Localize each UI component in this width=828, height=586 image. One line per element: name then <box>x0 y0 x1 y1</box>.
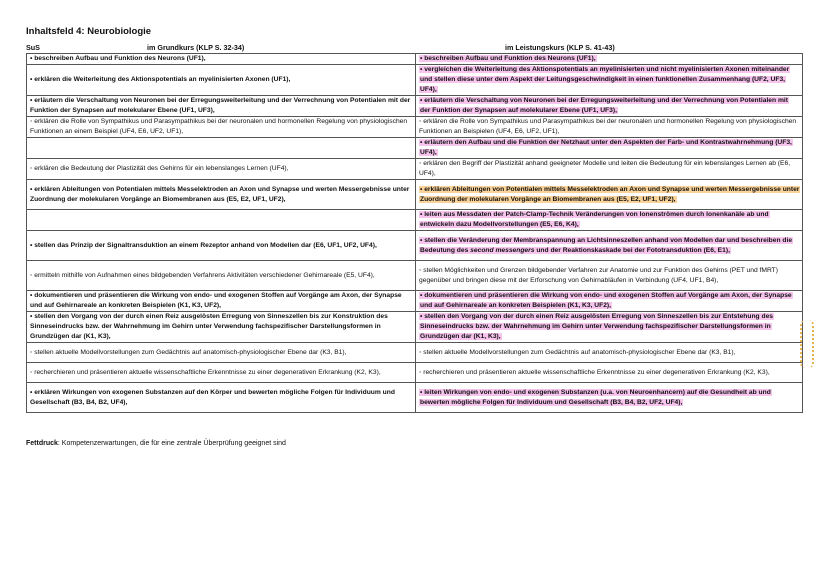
leistungskurs-text-part: und der Reaktionskaskade bei der Fototransduktion (E6, E1), <box>534 246 730 254</box>
leistungskurs-cell <box>416 383 803 413</box>
highlighted-text <box>419 313 774 340</box>
leistungskurs-text-body: dokumentieren und präsentieren die Wirkung von endo- und exogenen Stoffen auf Vorgänge am Axon, der Synapse und auf Gehirnareale an konkreten Beispielen (K1, K3, UF2), <box>420 292 792 309</box>
grundkurs-cell <box>27 291 416 312</box>
leistungskurs-cell <box>416 210 803 231</box>
table-row <box>27 65 803 96</box>
table-row <box>27 261 803 291</box>
grundkurs-cell <box>27 383 416 413</box>
leistungskurs-cell <box>416 54 803 65</box>
highlighted-text <box>419 55 597 62</box>
leistungskurs-text-body: vergleichen die Weiterleitung des Aktionspotentials an myelinisierten und nicht myelinisierten Axonen miteinander und stellen diese unter dem Aspekt der Leitungsgeschwindigkeit in einen funktionellen Zusammenhang (UF2, UF3, UF4), <box>420 66 790 93</box>
leistungskurs-cell <box>416 343 803 363</box>
grundkurs-cell <box>27 117 416 138</box>
table-row <box>27 180 803 210</box>
header-sus: SuS <box>26 43 40 52</box>
leistungskurs-text-body: erklären den Begriff der Plastizität anhand geeigneter Modelle und leiten die Bedeutung für ein lebenslanges Lernen ab (E6, UF4), <box>419 160 791 177</box>
table-row <box>27 343 803 363</box>
header-leistungskurs: im Leistungskurs (KLP S. 41-43) <box>505 43 615 52</box>
leistungskurs-cell <box>416 312 803 343</box>
leistungskurs-cell <box>416 231 803 261</box>
table-row <box>27 138 803 159</box>
page-title: Inhaltsfeld 4: Neurobiologie <box>26 26 152 37</box>
leistungskurs-cell <box>416 261 803 291</box>
footnote <box>26 440 286 447</box>
table-row <box>27 210 803 231</box>
grundkurs-text: • erklären Wirkungen von exogenen Substanzen auf den Körper und bewerten mögliche Folgen für Individuum und Gesellschaft (B3, B4, B2, UF4), <box>30 389 395 406</box>
leistungskurs-text-body: stellen Möglichkeiten und Grenzen bildgebender Verfahren zur Anatomie und zur Funktion des Gehirns (PET und fMRT) gegenüber und bringen diese mit der Erforschung von Gehirnabläufen in Verbindung (UF4, UF1, B4), <box>419 266 778 284</box>
header-grundkurs: im Grundkurs (KLP S. 32-34) <box>147 43 245 52</box>
leistungskurs-cell <box>416 180 803 210</box>
grundkurs-text: • erklären Ableitungen von Potentialen mittels Messelektroden an Axon und Synapse und werten Messergebnisse unter Zuordnung der molekularen Vorgänge an Biomembranen aus (E5, E2, UF1, UF2), <box>30 186 409 203</box>
grundkurs-text: • erklären die Weiterleitung des Aktionspotentials an myelinisierten Axonen (UF1), <box>30 76 290 83</box>
highlighted-text <box>419 186 800 203</box>
table-row <box>27 54 803 65</box>
table-row <box>27 312 803 343</box>
leistungskurs-cell <box>416 96 803 117</box>
leistungskurs-text-body: erläutern die Verschaltung von Neuronen bei der Erregungsweiterleitung und der Verrechnung von Potentialen mit der Funktion der Synapsen auf molekularer Ebene (UF1, UF3), <box>420 97 788 114</box>
highlighted-text <box>419 139 793 156</box>
highlighted-text <box>419 292 793 309</box>
leistungskurs-cell <box>416 138 803 159</box>
highlight-bracket-mark <box>800 320 814 368</box>
leistungskurs-text-body: erklären die Rolle von Sympathikus und Parasympathikus bei der neuronalen und hormonellen Regelung von physiologischen Funktionen an Beispielen (UF4, E6, UF2, UF1), <box>419 118 797 135</box>
highlighted-text <box>419 97 789 114</box>
grundkurs-text: • beschreiben Aufbau und Funktion des Neurons (UF1), <box>30 55 206 62</box>
highlighted-text <box>419 389 772 406</box>
grundkurs-cell <box>27 210 416 231</box>
grundkurs-cell <box>27 96 416 117</box>
table-row <box>27 291 803 312</box>
leistungskurs-text <box>419 267 778 284</box>
leistungskurs-cell <box>416 291 803 312</box>
table-row <box>27 159 803 180</box>
grundkurs-text: • erläutern die Verschaltung von Neuronen bei der Erregungsweiterleitung und der Verrechnung von Potentialen mit der Funktion der Synapsen auf molekularer Ebene (UF1, UF3), <box>30 97 410 114</box>
italic-term: second messengers <box>470 246 535 254</box>
grundkurs-cell <box>27 363 416 383</box>
competence-table <box>26 53 803 413</box>
grundkurs-text: • stellen das Prinzip der Signaltransduktion an einem Rezeptor anhand von Modellen dar (E6, UF1, UF2, UF4), <box>30 242 377 249</box>
grundkurs-cell <box>27 159 416 180</box>
leistungskurs-text <box>419 118 796 135</box>
leistungskurs-text-body: leiten aus Messdaten der Patch-Clamp-Technik Veränderungen von Ionenströmen durch Ionenkanäle ab und entwickeln dazu Modellvorstellungen (E5, E6, K4), <box>420 211 769 228</box>
grundkurs-text: ◦ erklären die Bedeutung der Plastizität des Gehirns für ein lebenslanges Lernen (UF4), <box>30 165 289 172</box>
table-row <box>27 383 803 413</box>
leistungskurs-cell <box>416 159 803 180</box>
footnote-bold-word: Fettdruck <box>26 440 58 447</box>
grundkurs-cell <box>27 54 416 65</box>
leistungskurs-text <box>419 160 790 177</box>
leistungskurs-text-body: beschreiben Aufbau und Funktion des Neurons (UF1), <box>424 55 596 62</box>
highlighted-text <box>419 211 770 228</box>
grundkurs-cell <box>27 180 416 210</box>
grundkurs-text: ◦ erklären die Rolle von Sympathikus und Parasympathikus bei der neuronalen und hormonellen Regelung von physiologischen Funktionen an einem Beispiel (UF4, E6, UF2, UF1), <box>30 118 407 135</box>
leistungskurs-text-body: erklären Ableitungen von Potentialen mittels Messelektroden an Axon und Synapse und werten Messergebnisse unter Zuordnung der molekularen Vorgänge an Biomembranen aus (E5, E2, UF1, UF2), <box>420 185 800 203</box>
highlighted-text <box>419 237 793 254</box>
leistungskurs-cell <box>416 363 803 383</box>
grundkurs-cell <box>27 138 416 159</box>
leistungskurs-text-body: recherchieren und präsentieren aktuelle wissenschaftliche Erkenntnisse zu einer degenerativen Erkrankung (K2, K3), <box>423 368 770 376</box>
table-row <box>27 363 803 383</box>
grundkurs-text: • stellen den Vorgang von der durch einen Reiz ausgelösten Erregung von Sinneszellen bis zur Konstruktion des Sinneseindrucks bzw. der Wahrnehmung im Gehirn unter Verwendung fachspezifischer Darstellungsformen in Grundzügen dar (K1, K3), <box>30 313 388 340</box>
grundkurs-text: ◦ ermitteln mithilfe von Aufnahmen eines bildgebenden Verfahrens Aktivitäten verschiedener Gehirnareale (E5, UF4), <box>30 272 375 279</box>
leistungskurs-text <box>419 369 770 376</box>
grundkurs-text: ◦ stellen aktuelle Modellvorstellungen zum Gedächtnis auf anatomisch-physiologischer Ebene dar (K3, B1), <box>30 349 347 356</box>
leistungskurs-text-body: stellen aktuelle Modellvorstellungen zum Gedächtnis auf anatomisch-physiologischer Ebene dar (K3, B1), <box>423 348 736 356</box>
grundkurs-text: ◦ recherchieren und präsentieren aktuelle wissenschaftliche Erkenntnisse zu einer degenerativen Erkrankung (K2, K3), <box>30 369 381 376</box>
leistungskurs-text-body: leiten Wirkungen von endo- und exogenen Substanzen (u.a. von Neuroenhancern) auf die Gesundheit ab und bewerten mögliche Folgen für Individuum und Gesellschaft (B3, B4, B2, UF2, UF4), <box>420 388 771 406</box>
leistungskurs-text-part: stellen die Veränderung der Membranspannung an Lichtsinneszellen anhand von Modellen dar und beschreiben die Bedeutung des <box>420 236 793 254</box>
highlighted-text <box>419 66 790 93</box>
table-row <box>27 96 803 117</box>
footnote-text: : Kompetenzerwartungen, die für eine zentrale Überprüfung geeignet sind <box>57 440 286 447</box>
grundkurs-cell <box>27 261 416 291</box>
table-row <box>27 117 803 138</box>
leistungskurs-cell <box>416 117 803 138</box>
grundkurs-text: • dokumentieren und präsentieren die Wirkung von endo- und exogenen Stoffen auf Vorgänge am Axon, der Synapse und auf Gehirnareale an konkreten Beispielen (K1, K3, UF2), <box>30 292 402 309</box>
grundkurs-cell <box>27 65 416 96</box>
table-row <box>27 231 803 261</box>
grundkurs-cell <box>27 312 416 343</box>
grundkurs-cell <box>27 231 416 261</box>
leistungskurs-text <box>419 349 736 356</box>
leistungskurs-text-body: erläutern den Aufbau und die Funktion der Netzhaut unter den Aspekten der Farb- und Kontrastwahrnehmung (UF3, UF4), <box>420 139 792 156</box>
grundkurs-cell <box>27 343 416 363</box>
leistungskurs-text-body: stellen den Vorgang von der durch einen Reiz ausgelösten Erregung von Sinneszellen bis zur Entstehung des Sinneseindrucks bzw. der Wahrnehmung im Gehirn unter Verwendung fachspezifischer Darstellungsformen in Grundzügen dar (K1, K3), <box>420 313 774 340</box>
leistungskurs-cell <box>416 65 803 96</box>
